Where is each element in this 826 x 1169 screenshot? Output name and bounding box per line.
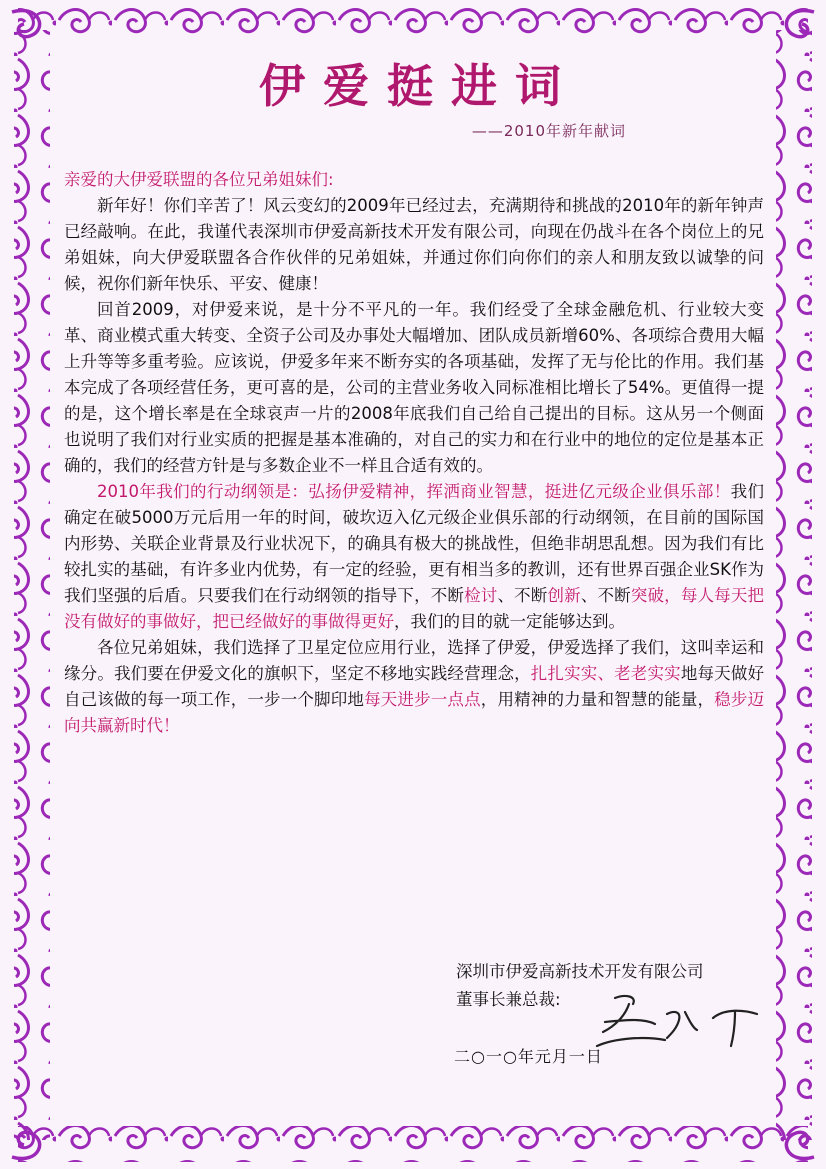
page-subtitle: ——2010年新年献词 (471, 122, 626, 140)
highlight-progress: 每天进步一点点 (364, 690, 481, 709)
paragraph-3-text-b: 、不断 (497, 586, 548, 605)
page-title: 伊爱挺进词 (259, 59, 579, 113)
paragraph-3-text-c: 、不断 (580, 586, 631, 605)
greeting: 亲爱的大伊爱联盟的各位兄弟姐妹们: (64, 170, 334, 189)
paragraph-2: 回首2009，对伊爱来说，是十分不平凡的一年。我们经受了全球金融危机、行业较大变革、商业模式重大转变、全资子公司及办事处大幅增加、团队成员新增60%、各项综合费用大幅上升等等多重考验。应该说，伊爱多年来不断夯实的各项基础，发挥了无与伦比的作用。我们基本完成了各项经营任务，更可喜的是，公司的主营业务收入同标准相比增长了54%。更值得一提的是，这个增长率是在全球哀声一片的2008年底我们自己给自己提出的目标。这从另一个侧面也说明了我们对行业实质的把握是基本准确的，对自己的实力和在行业中的地位的定位是基本正确的，我们的经营方针是与多数企业不一样且合适有效的。 (64, 300, 764, 475)
highlight-winwin: 稳步迈向共赢新时代！ (64, 690, 765, 735)
signoff-date: 二○一○年元月一日 (454, 1047, 603, 1066)
action-motto: 2010年我们的行动纲领是：弘扬伊爱精神，挥洒商业智慧，挺进亿元级企业俱乐部！ (97, 482, 731, 501)
paragraph-3-text-a: 我们确定在破5000万元后用一年的时间，破坎迈入亿元级企业俱乐部的行动纲领，在目前的国际国内形势、关联企业背景及行业状况下，的确具有极大的挑战性，但绝非胡思乱想。因为我们有比较扎实的基础，有许多业内优势，有一定的经验，更有相当多的教训，还有世界百强企业SK作为我们坚强的后盾。只要我们在行动纲领的指导下，不断 (64, 482, 765, 605)
paragraph-4-text-c: ，用精神的力量和智慧的能量， (480, 690, 715, 709)
paragraph-3 (64, 479, 764, 635)
paragraph-4 (64, 635, 764, 739)
highlight-solid: 扎扎实实、老老实实 (530, 664, 681, 683)
handwritten-signature (585, 990, 775, 1060)
highlight-breakthrough: 突破，每人每天把没有做好的事做好，把已经做好的事做得更好 (64, 586, 765, 631)
letter-content (64, 56, 764, 739)
highlight-innovate: 创新 (547, 586, 581, 605)
highlight-review: 检讨 (464, 586, 498, 605)
paragraph-3-text-d: ，我们的目的就一定能够达到。 (394, 612, 625, 631)
signoff-position: 董事长兼总裁: (456, 990, 561, 1009)
paragraph-1: 新年好！你们辛苦了！风云变幻的2009年已经过去，充满期待和挑战的2010年的新年钟声已经敲响。在此，我谨代表深圳市伊爱高新技术开发有限公司，向现在仍战斗在各个岗位上的兄弟姐妹，向大伊爱联盟各合作伙伴的兄弟姐妹，并通过你们向你们的亲人和朋友致以诚挚的问候，祝你们新年快乐、平安、健康！ (64, 196, 764, 293)
paragraph-4-text-b: 地每天做好自己该做的每一项工作，一步一个脚印地 (64, 664, 765, 709)
paragraph-4-text-a: 各位兄弟姐妹，我们选择了卫星定位应用行业，选择了伊爱，伊爱选择了我们，这叫幸运和缘分。我们要在伊爱文化的旗帜下，坚定不移地实践经营理念， (64, 638, 764, 683)
signoff-company: 深圳市伊爱高新技术开发有限公司 (456, 962, 704, 981)
